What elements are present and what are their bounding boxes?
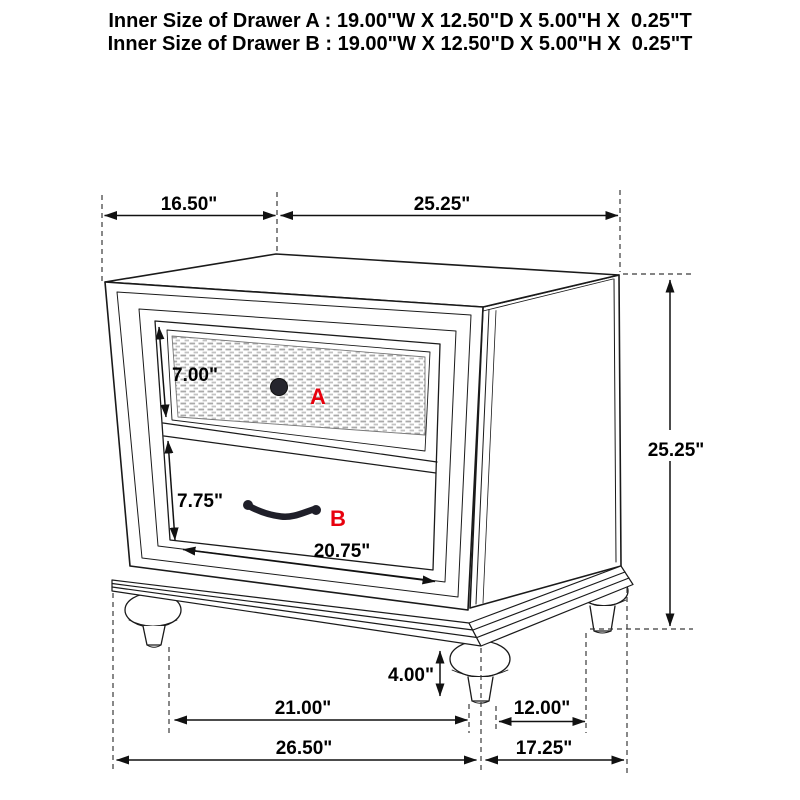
drawer-a-letter: A (310, 384, 326, 409)
drawer-b-height-label: 7.75" (177, 491, 223, 512)
drawer-b-spec-line: Inner Size of Drawer B : 19.00"W X 12.50"D X 5.00"H X 0.25"T (107, 33, 693, 55)
drawer-a-knob-icon (271, 379, 288, 396)
drawer-width-label: 20.75" (313, 541, 371, 562)
nightstand-drawing (105, 254, 633, 703)
overall-depth-label: 17.25" (515, 738, 573, 759)
side-leg-span-label: 12.00" (513, 698, 571, 719)
top-depth-label: 16.50" (160, 194, 218, 215)
overall-width-label: 26.50" (275, 738, 333, 759)
overall-height-label: 25.25" (647, 440, 705, 461)
drawer-b-letter: B (330, 506, 346, 531)
center-front-leg (450, 641, 510, 703)
front-leg-span-label: 21.00" (274, 698, 332, 719)
left-front-leg (125, 593, 181, 647)
leg-height-label: 4.00" (388, 665, 434, 686)
right-side-face (470, 275, 621, 608)
drawer-a-spec-line: Inner Size of Drawer A : 19.00"W X 12.50"D X 5.00"H X 0.25"T (108, 10, 692, 32)
front-face-frame (105, 282, 483, 610)
top-width-label: 25.25" (413, 194, 471, 215)
drawer-a-height-label: 7.00" (172, 365, 218, 386)
